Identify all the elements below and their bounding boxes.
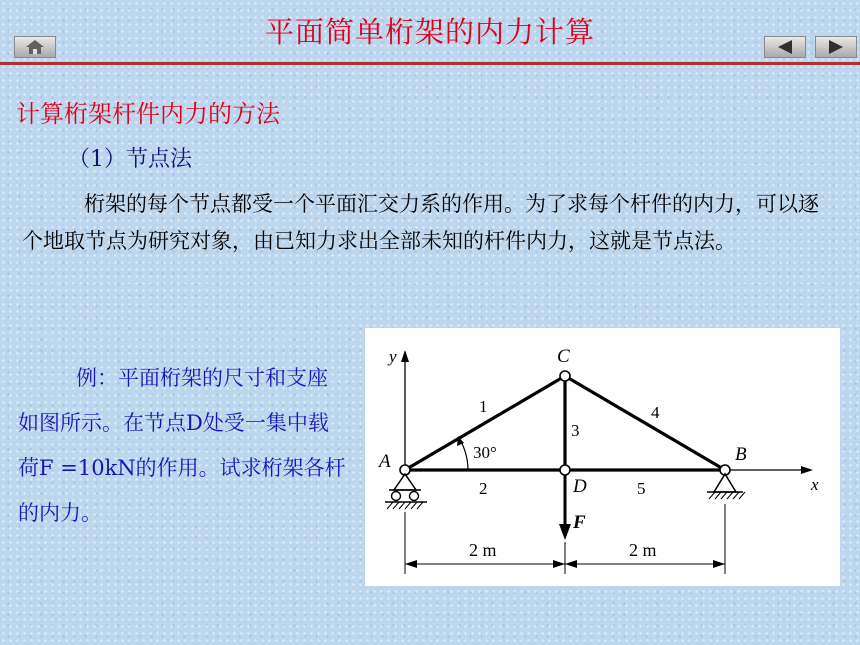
joint-c: [560, 371, 570, 381]
support-a: [385, 474, 427, 509]
member-4-label: 4: [651, 403, 660, 422]
x-axis-arrow: [801, 466, 813, 474]
node-d-label: D: [573, 476, 587, 497]
dimension-arrow: [565, 560, 577, 568]
truss-figure: [365, 328, 840, 586]
member-5-label: 5: [637, 479, 646, 498]
dimension-arrow: [553, 560, 565, 568]
section-heading: 计算桁架杆件内力的方法: [16, 100, 280, 128]
next-slide-button[interactable]: [815, 36, 857, 58]
y-axis-arrow: [401, 350, 409, 362]
member-2-label: 2: [479, 479, 488, 498]
method-description: 桁架的每个节点都受一个平面汇交力系的作用。为了求每个杆件的内力，可以逐个地取节点为研究对象，由已知力求出全部未知的杆件内力，这就是节点法。: [22, 192, 819, 253]
dimension-arrow: [713, 560, 725, 568]
method-title: （1）节点法: [68, 147, 192, 172]
force-arrow-head: [559, 524, 571, 540]
triangle-right-icon: [816, 37, 856, 57]
node-c-label: C: [557, 346, 570, 367]
header-divider: [0, 62, 860, 65]
y-axis-label: y: [389, 347, 397, 366]
member-1-label: 1: [479, 397, 488, 416]
member-4: [565, 376, 725, 470]
slide-title: 平面简单桁架的内力计算: [264, 15, 595, 49]
truss-diagram: [365, 328, 840, 586]
x-axis-label: x: [811, 475, 819, 494]
dimension-arrow: [405, 560, 417, 568]
dimension-right-label: 2 m: [629, 540, 657, 560]
joint-d: [560, 465, 570, 475]
force-label: F: [573, 512, 586, 533]
previous-slide-button[interactable]: [764, 36, 806, 58]
node-a-label: A: [379, 451, 391, 472]
triangle-left-icon: [765, 37, 805, 57]
support-b: [707, 474, 745, 499]
example-problem: 例：平面桁架的尺寸和支座如图所示。在节点D处受一集中载荷F =10kN的作用。试求桁架各杆的内力。: [18, 366, 346, 525]
angle-label: 30°: [473, 443, 497, 462]
slide-header: [0, 0, 860, 62]
member-3-label: 3: [571, 421, 580, 440]
node-b-label: B: [735, 444, 747, 465]
dimension-left-label: 2 m: [469, 540, 497, 560]
